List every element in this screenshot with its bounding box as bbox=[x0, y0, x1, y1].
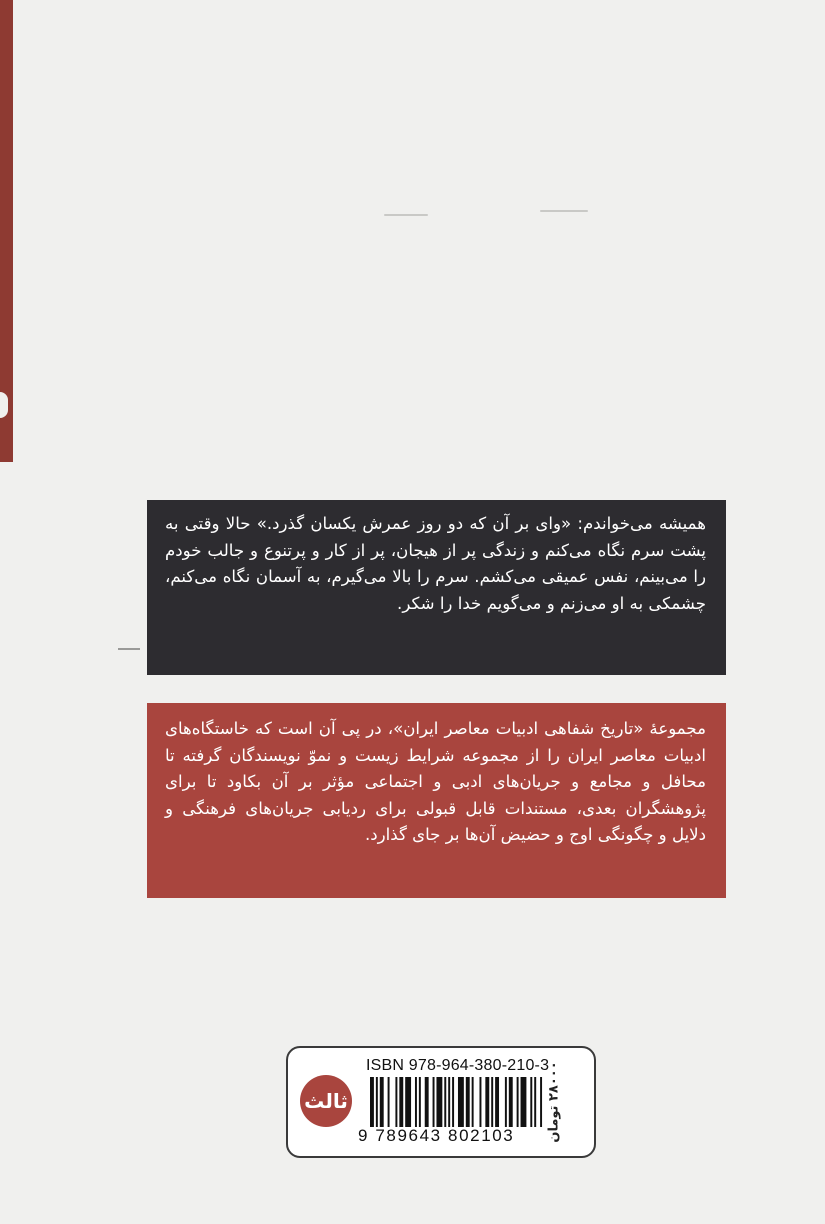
barcode-bar bbox=[540, 1077, 542, 1127]
barcode-bar bbox=[415, 1077, 417, 1127]
spine-color-strip bbox=[0, 0, 13, 462]
barcode-bar bbox=[405, 1077, 411, 1127]
spine-notch bbox=[0, 392, 8, 418]
barcode-bar bbox=[452, 1077, 454, 1127]
pencil-mark bbox=[118, 648, 140, 650]
barcode-bar bbox=[505, 1077, 507, 1127]
surface-scuff bbox=[540, 210, 588, 212]
barcode-digits: 9 789643 802103 bbox=[358, 1126, 515, 1145]
barcode-bar bbox=[399, 1077, 403, 1127]
barcode-bar bbox=[509, 1077, 513, 1127]
barcode-bar bbox=[517, 1077, 519, 1127]
barcode-bar bbox=[433, 1077, 435, 1127]
barcode-bar bbox=[521, 1077, 527, 1127]
barcode-bar bbox=[436, 1077, 442, 1127]
barcode-bar bbox=[419, 1077, 421, 1127]
quote-text: همیشه می‌خواندم: «وای بر آن که دو روز عمرش یکسان گذرد.» حالا وقتی به پشت سرم نگاه می‌کنم و زندگی پر از هیجان، پر از کار و پرتنوع و جالب خودم را می‌بینم، نفس عمیقی می‌کشم. سرم را بالا می‌گیرم، به آسمان نگاه می‌کنم، چشمکی به او می‌زنم و می‌گویم خدا را شکر. bbox=[165, 514, 706, 613]
isbn-number: ISBN 978-964-380-210-3 bbox=[366, 1057, 550, 1074]
publisher-logo-text: ثالث bbox=[304, 1089, 348, 1113]
barcode-bar bbox=[388, 1077, 390, 1127]
barcode-bar bbox=[458, 1077, 464, 1127]
barcode-bar bbox=[495, 1077, 499, 1127]
barcode-bars bbox=[370, 1077, 544, 1127]
publisher-logo bbox=[300, 1075, 352, 1127]
barcode-bar bbox=[448, 1077, 450, 1127]
surface-scuff bbox=[384, 214, 428, 216]
barcode-bar bbox=[472, 1077, 474, 1127]
quote-panel bbox=[147, 500, 726, 675]
barcode-bar bbox=[444, 1077, 446, 1127]
barcode-bar bbox=[380, 1077, 384, 1127]
barcode-bar bbox=[491, 1077, 493, 1127]
barcode-bar bbox=[370, 1077, 374, 1127]
price-label: ۲۸۰۰۰ تومان bbox=[546, 1061, 562, 1143]
barcode-bar bbox=[534, 1077, 536, 1127]
barcode-bar bbox=[479, 1077, 481, 1127]
series-description-text: مجموعهٔ «تاریخ شفاهی ادبیات معاصر ایران»، در پی آن است که خاستگاه‌های ادبیات معاصر ایران را از مجموعه شرایط زیست و نموّ نویسندگان گرفته تا محافل و مجامع و جریان‌های ادبی و اجتماعی مؤثر بر آن بکاود تا برای پژوهشگران بعدی، مستندات قابل قبولی برای ردیابی جریان‌های فرهنگی و دلایل و چگونگی اوج و حضیض آن‌ها بر جای گذارد. bbox=[165, 719, 706, 845]
series-description-panel bbox=[147, 703, 726, 898]
barcode-bar bbox=[425, 1077, 429, 1127]
barcode-bar bbox=[466, 1077, 470, 1127]
barcode-bar bbox=[376, 1077, 378, 1127]
barcode-bar bbox=[530, 1077, 532, 1127]
barcode-bar bbox=[485, 1077, 489, 1127]
barcode-bar bbox=[395, 1077, 397, 1127]
